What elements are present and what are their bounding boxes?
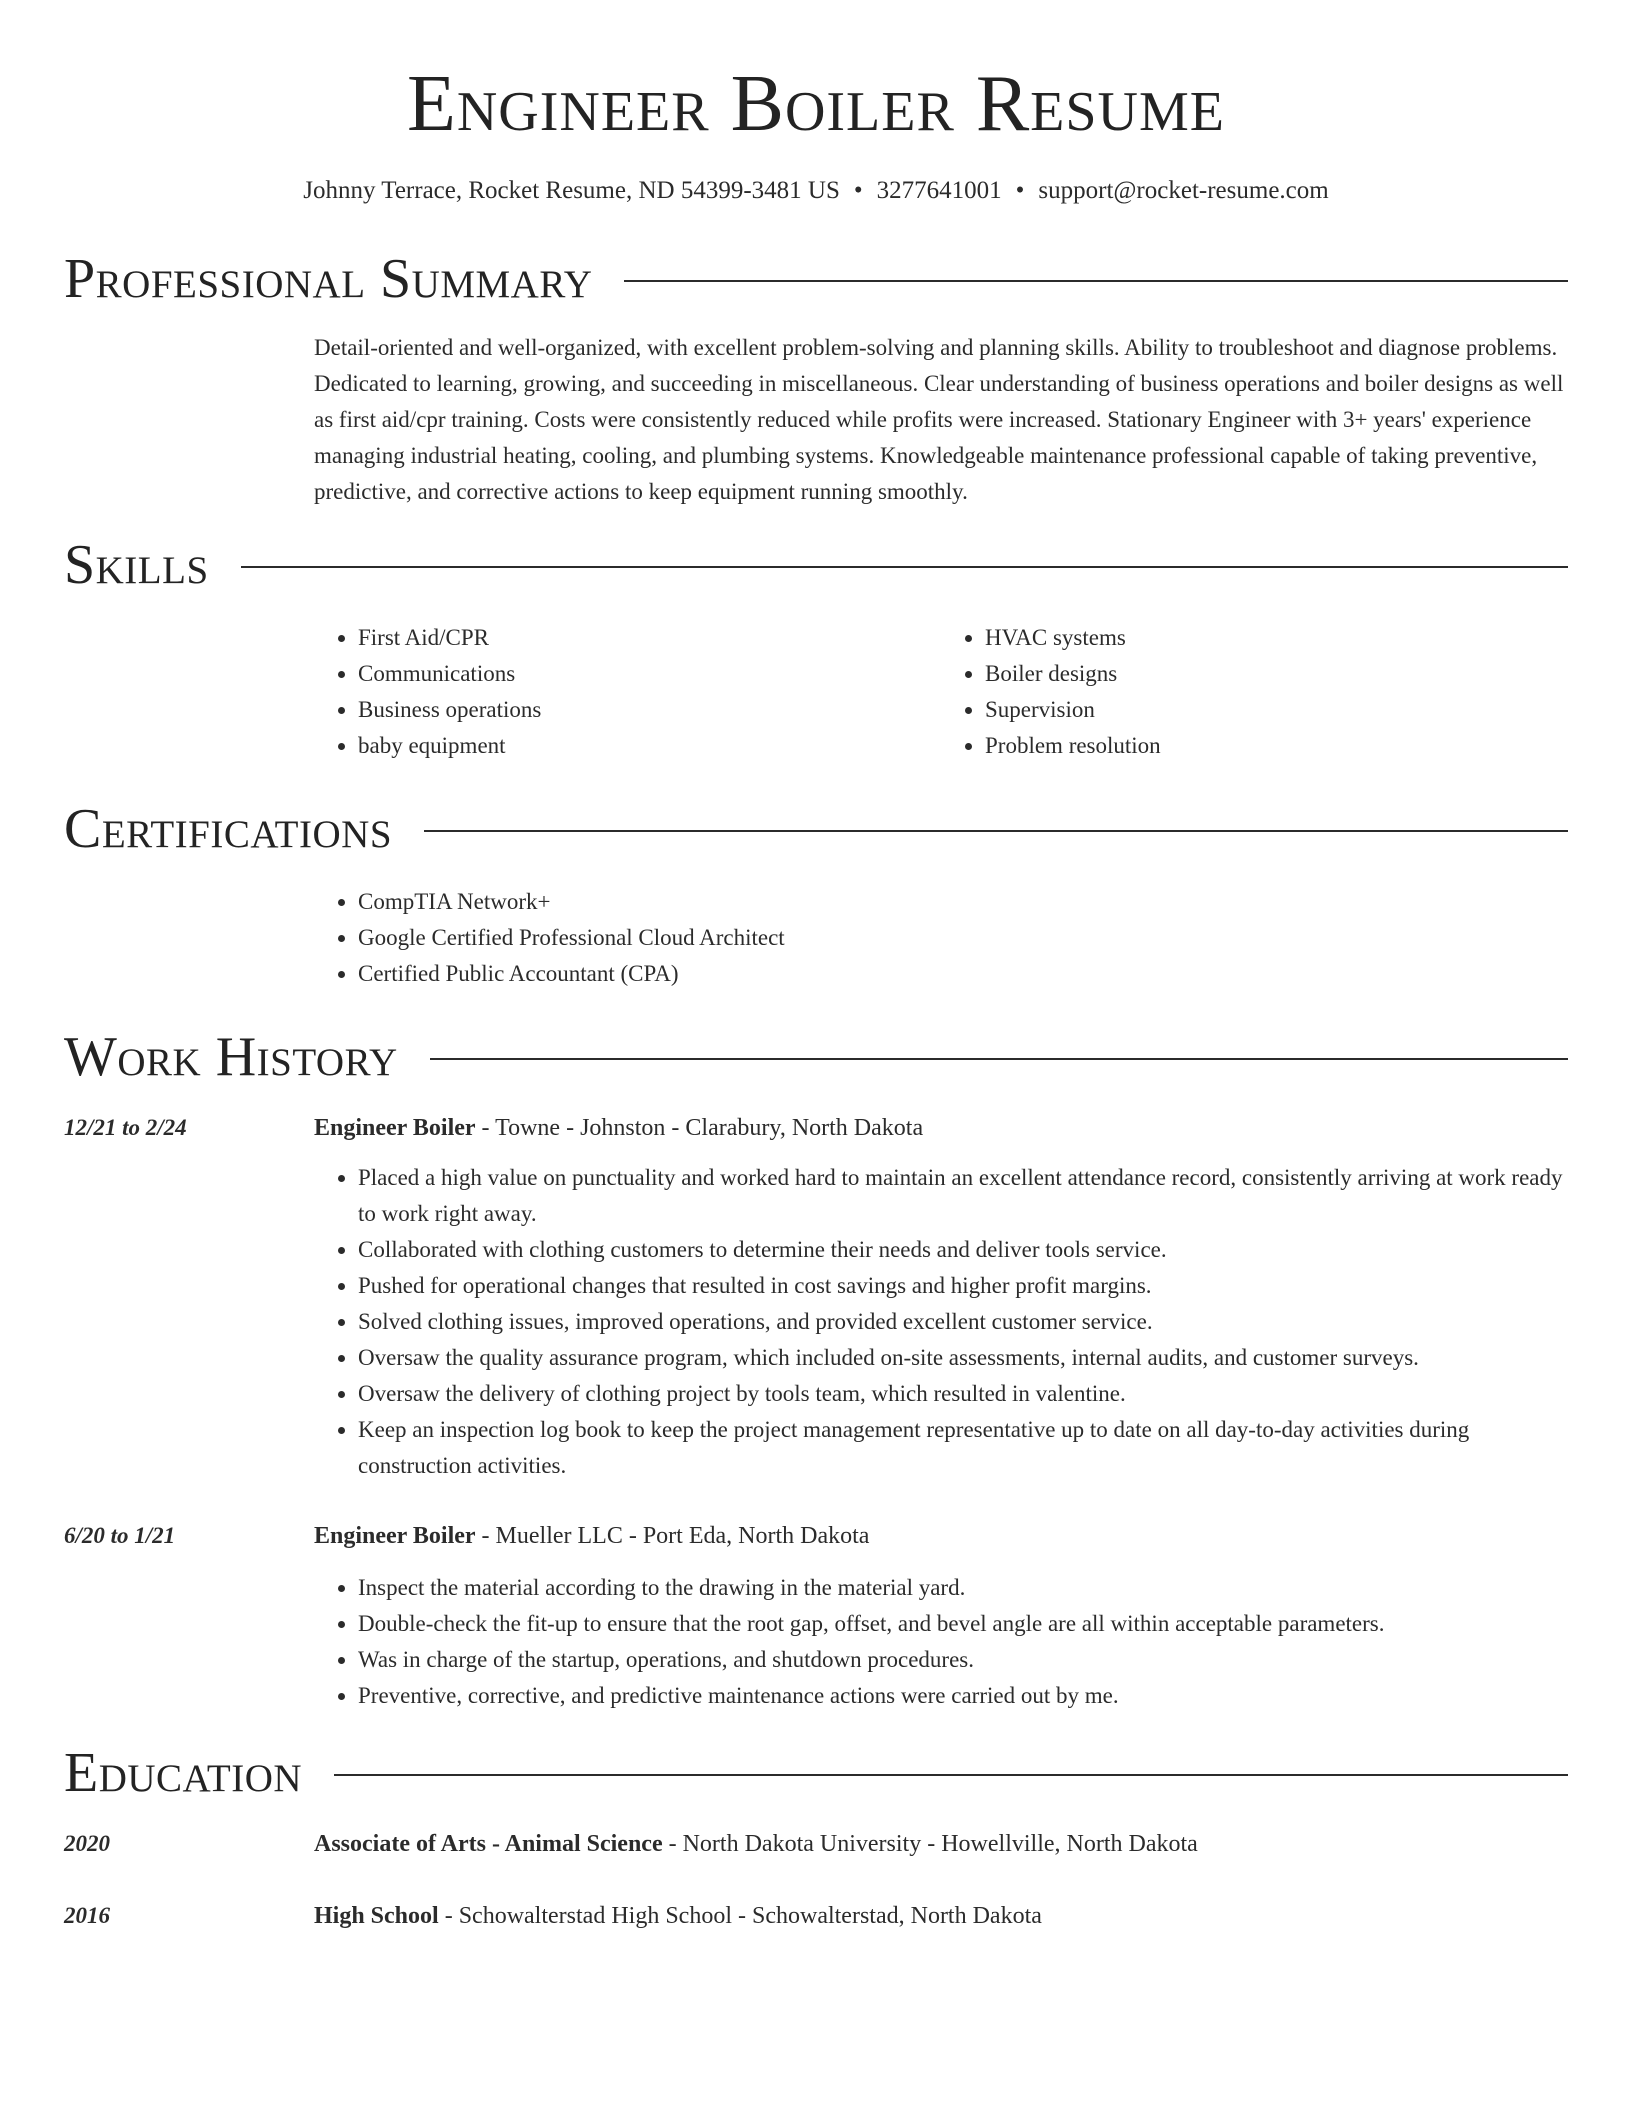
contact-phone: 3277641001 — [876, 177, 1002, 204]
section-rule — [334, 1774, 1568, 1776]
resume-title: Engineer Boiler Resume — [407, 60, 1225, 148]
job-title: Engineer Boiler — [314, 1523, 476, 1549]
certification-item: • CompTIA Network+ — [358, 884, 1568, 920]
resume-page — [64, 0, 1568, 1934]
job-title-line — [314, 1110, 1568, 1146]
education-line — [314, 1826, 1568, 1862]
job-main — [314, 1518, 1568, 1714]
skill-item: • Supervision — [985, 692, 1568, 728]
job-bullet: • Solved clothing issues, improved operations, and provided excellent customer service. — [358, 1304, 1568, 1340]
section-rule — [241, 566, 1568, 568]
skills-section — [64, 530, 1568, 764]
job-bullet: • Oversaw the quality assurance program, which included on-site assessments, internal audits, and customer surveys. — [358, 1340, 1568, 1376]
job-details: - Mueller LLC - Port Eda, North Dakota — [475, 1523, 870, 1549]
job-bullets — [314, 1160, 1568, 1484]
section-title-summary: Professional Summary — [64, 248, 593, 310]
education-details: - North Dakota University - Howellville, North Dakota — [662, 1831, 1198, 1857]
job-dates: 6/20 to 1/21 — [64, 1523, 176, 1548]
certification-item: • Certified Public Accountant (CPA) — [358, 956, 1568, 992]
skill-item: • Boiler designs — [985, 656, 1568, 692]
skill-item: • Communications — [358, 656, 941, 692]
contact-address: Johnny Terrace, Rocket Resume, ND 54399-3481 US — [303, 177, 840, 204]
job-bullet: • Pushed for operational changes that resulted in cost savings and higher profit margins. — [358, 1268, 1568, 1304]
education-section — [64, 1738, 1568, 1934]
section-title-education: Education — [64, 1742, 303, 1804]
skill-item: • HVAC systems — [985, 620, 1568, 656]
job-bullet: • Double-check the fit-up to ensure that the root gap, offset, and bevel angle are all within acceptable parameters. — [358, 1606, 1568, 1642]
job-bullets — [314, 1570, 1568, 1714]
certifications-body — [314, 884, 1568, 992]
job-bullet: • Inspect the material according to the drawing in the material yard. — [358, 1570, 1568, 1606]
summary-text: Detail-oriented and well-organized, with excellent problem-solving and planning skills. Ability to troubleshoot and diagnose problems. Dedicated to learning, growing, and succeeding in miscellaneous. Clear understanding of business operations and boiler designs as well as first aid/cpr training. Costs were consistently reduced while profits were increased. Stationary Engineer with 3+ years' experience managing industrial heating, cooling, and plumbing systems. Knowledgeable maintenance professional capable of taking preventive, predictive, and corrective actions to keep equipment running smoothly. — [314, 335, 1564, 504]
education-line — [314, 1898, 1568, 1934]
education-entry — [64, 1898, 1568, 1934]
section-header — [64, 794, 1568, 864]
education-main — [314, 1898, 1568, 1934]
job-title: Engineer Boiler — [314, 1115, 476, 1141]
contact-separator: • — [1015, 177, 1025, 204]
job-bullet: • Oversaw the delivery of clothing project by tools team, which resulted in valentine. — [358, 1376, 1568, 1412]
section-title-work: Work History — [64, 1026, 398, 1088]
education-year: 2016 — [64, 1903, 110, 1928]
skills-list-right — [941, 620, 1568, 764]
skill-item: • Business operations — [358, 692, 941, 728]
section-header — [64, 1022, 1568, 1092]
education-degree: High School — [314, 1903, 439, 1929]
job-bullet: • Was in charge of the startup, operations, and shutdown procedures. — [358, 1642, 1568, 1678]
job-entry — [64, 1518, 1568, 1714]
certifications-list — [314, 884, 1568, 992]
certifications-section — [64, 794, 1568, 992]
education-main — [314, 1826, 1568, 1862]
section-title-certifications: Certifications — [64, 798, 393, 860]
job-bullet: • Preventive, corrective, and predictive maintenance actions were carried out by me. — [358, 1678, 1568, 1714]
education-entry — [64, 1826, 1568, 1862]
contact-line — [64, 176, 1568, 206]
contact-email: support@rocket-resume.com — [1038, 177, 1329, 204]
job-bullet: • Keep an inspection log book to keep the project management representative up to date on all day-to-day activities during construction activities. — [358, 1412, 1568, 1484]
job-bullet: • Collaborated with clothing customers to determine their needs and deliver tools service. — [358, 1232, 1568, 1268]
job-title-line — [314, 1518, 1568, 1554]
education-year: 2020 — [64, 1831, 110, 1856]
job-entry — [64, 1110, 1568, 1484]
certification-item: • Google Certified Professional Cloud Architect — [358, 920, 1568, 956]
job-main — [314, 1110, 1568, 1484]
summary-section — [64, 244, 1568, 510]
education-details: - Schowalterstad High School - Schowalterstad, North Dakota — [438, 1903, 1042, 1929]
section-rule — [430, 1058, 1568, 1060]
job-details: - Towne - Johnston - Clarabury, North Dakota — [475, 1115, 924, 1141]
skill-item: • baby equipment — [358, 728, 941, 764]
section-rule — [424, 830, 1568, 832]
section-header — [64, 1738, 1568, 1808]
section-rule — [624, 280, 1568, 282]
section-header — [64, 530, 1568, 600]
contact-separator: • — [853, 177, 863, 204]
section-header — [64, 244, 1568, 314]
job-bullet: • Placed a high value on punctuality and worked hard to maintain an excellent attendance record, consistently arriving at work ready to work right away. — [358, 1160, 1568, 1232]
skill-item: • First Aid/CPR — [358, 620, 941, 656]
education-degree: Associate of Arts - Animal Science — [314, 1831, 663, 1857]
job-dates: 12/21 to 2/24 — [64, 1115, 187, 1140]
skills-list-left — [314, 620, 941, 764]
skills-grid — [314, 620, 1568, 764]
skill-item: • Problem resolution — [985, 728, 1568, 764]
section-title-skills: Skills — [64, 534, 209, 596]
work-section — [64, 1022, 1568, 1714]
